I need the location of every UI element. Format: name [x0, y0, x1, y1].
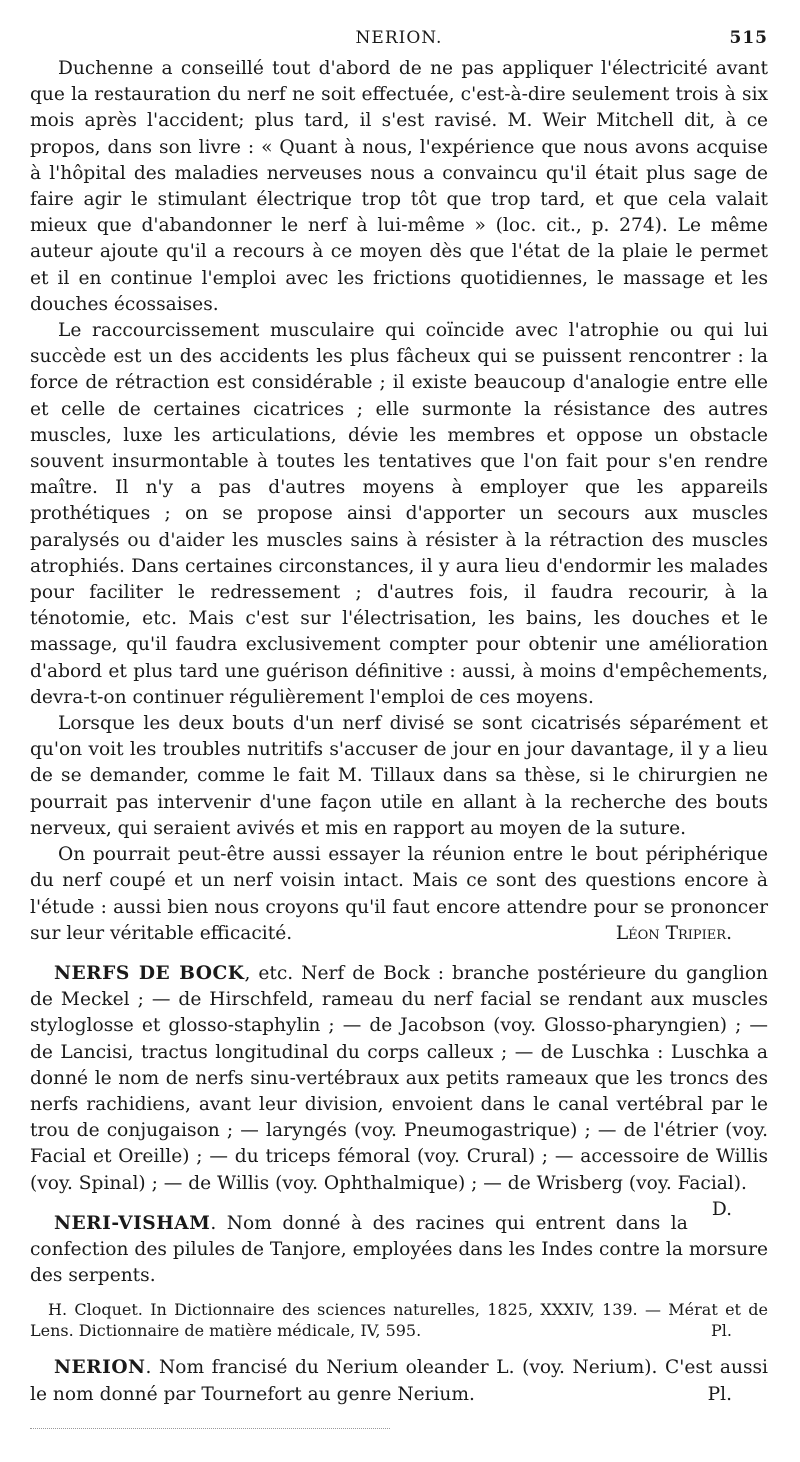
headword-nerfs-de-bock: NERFS DE BOCK — [54, 962, 245, 984]
signature-neri-visham: Pl. — [711, 1321, 732, 1341]
running-title: NERION. — [355, 28, 443, 48]
page-number: 515 — [729, 28, 768, 48]
entry-neri-visham — [30, 1211, 768, 1290]
footer-divider — [30, 1428, 390, 1429]
paragraph-deux-bouts: Lorsque les deux bouts d'un nerf divisé se sont cicatrisés séparément et qu'on voit les troubles nutritifs s'accuser de jour en jour davantage, il y a lieu de se demander, comme le fait M. Tillaux dans sa thèse, si le chirurgien ne pourrait pas intervenir d'une façon utile en allant à la recherche des bouts nerveux, qui seraient avivés et mis en rapport au moyen de la suture. — [30, 713, 768, 839]
signature-nerion: Pl. — [707, 1383, 732, 1405]
running-header — [30, 22, 768, 50]
bibliography-text: H. Cloquet. In Dictionnaire des sciences naturelles, 1825, XXXIV, 139. — Mérat et de Lens. Dictionnaire de matière médicale, IV, 595. — [30, 1300, 768, 1341]
paragraph-reunion — [30, 842, 768, 947]
signature-nerfs-de-bock: D. — [711, 1198, 732, 1220]
page-body — [30, 56, 768, 1408]
entry-nerion — [30, 1355, 768, 1407]
bibliography-neri-visham — [30, 1299, 768, 1341]
paragraph-raccourcissement: Le raccourcissement musculaire qui coïncide avec l'atrophie ou qui lui succède est un des accidents les plus fâcheux qui se puissent rencontrer : la force de rétraction est considérable ; il existe beaucoup d'analogie entre elle et celle de certaines cicatrices ; elle surmonte la résistance des autres muscles, luxe les articulations, dévie les membres et oppose un obstacle souvent insurmontable à toutes les tentatives que l'on fait pour s'en rendre maître. Il n'y a pas d'autres moyens à employer que les appareils prothétiques ; on se propose ainsi d'apporter un secours aux muscles paralysés ou d'aider les muscles sains à résister à la rétraction des muscles atrophiés. Dans certaines circonstances, il y aura lieu d'endormir les malades pour faciliter le redressement ; d'autres fois, il faudra recourir, à la ténotomie, etc. Mais c'est sur l'électrisation, les bains, les douches et le massage, qu'il faudra exclusivement compter pour obtenir une amélioration d'abord et plus tard une guérison définitive : aussi, à moins d'empêchements, devra-t-on continuer régulièrement l'emploi de ces moyens. — [30, 320, 768, 708]
entry-text-neri-visham: . Nom donné à des racines qui entrent dans la confection des pilules de Tanjore, employées dans les Indes contre la morsure des serpents. — [30, 1212, 768, 1287]
entry-text-nerion: . Nom francisé du Nerium oleander L. (voy. Nerium). C'est aussi le nom donné par Tournefort au genre Nerium. — [30, 1357, 768, 1405]
paragraph-duchenne: Duchenne a conseillé tout d'abord de ne pas appliquer l'électricité avant que la restauration du nerf ne soit effectuée, c'est-à-dire seulement trois à six mois après l'accident; plus tard, il s'est ravisé. M. Weir Mitchell dit, à ce propos, dans son livre : « Quant à nous, l'expérience que nous avons acquise à l'hôpital des maladies nerveuses nous a convaincu qu'il était plus sage de faire agir le stimulant électrique trop tôt que trop tard, et que cela valait mieux que d'abandonner le nerf à lui-même » (loc. cit., p. 274). Le même auteur ajoute qu'il a recours à ce moyen dès que l'état de la plaie le permet et il en continue l'emploi avec les frictions quotidiennes, le massage et les douches écossaises. — [30, 58, 768, 315]
headword-nerion: NERION — [54, 1357, 146, 1379]
headword-neri-visham: NERI-VISHAM — [54, 1212, 211, 1234]
entry-text-nerfs-de-bock: , etc. Nerf de Bock : branche postérieure du ganglion de Meckel ; — de Hirschfeld, rameau du nerf facial se rendant aux muscles styloglosse et glosso-staphylin ; — de Jacobson (voy. Glosso-pharyngien) ; — de Lancisi, tractus longitudinal du corps calleux ; — de Luschka : Luschka a donné le nom de nerfs sinu-vertébraux aux petits rameaux que les troncs des nerfs rachidiens, avant leur division, envoient dans le canal vertébral par le trou de conjugaison ; — laryngés (voy. Pneumogastrique) ; — de l'étrier (voy. Facial et Oreille) ; — du triceps fémoral (voy. Crural) ; — accessoire de Willis (voy. Spinal) ; — de Willis (voy. Ophthalmique) ; — de Wrisberg (voy. Facial). — [30, 962, 768, 1194]
paragraph-reunion-text: On pourrait peut-être aussi essayer la réunion entre le bout périphérique du nerf coupé et un nerf voisin intact. Mais ce sont des questions encore à l'étude : aussi bien nous croyons qu'il faut encore attendre pour se prononcer sur leur véritable efficacité. — [30, 844, 768, 944]
entry-nerfs-de-bock — [30, 961, 768, 1220]
author-signature: Léon Tripier. — [615, 922, 732, 944]
dictionary-page — [30, 22, 768, 1408]
